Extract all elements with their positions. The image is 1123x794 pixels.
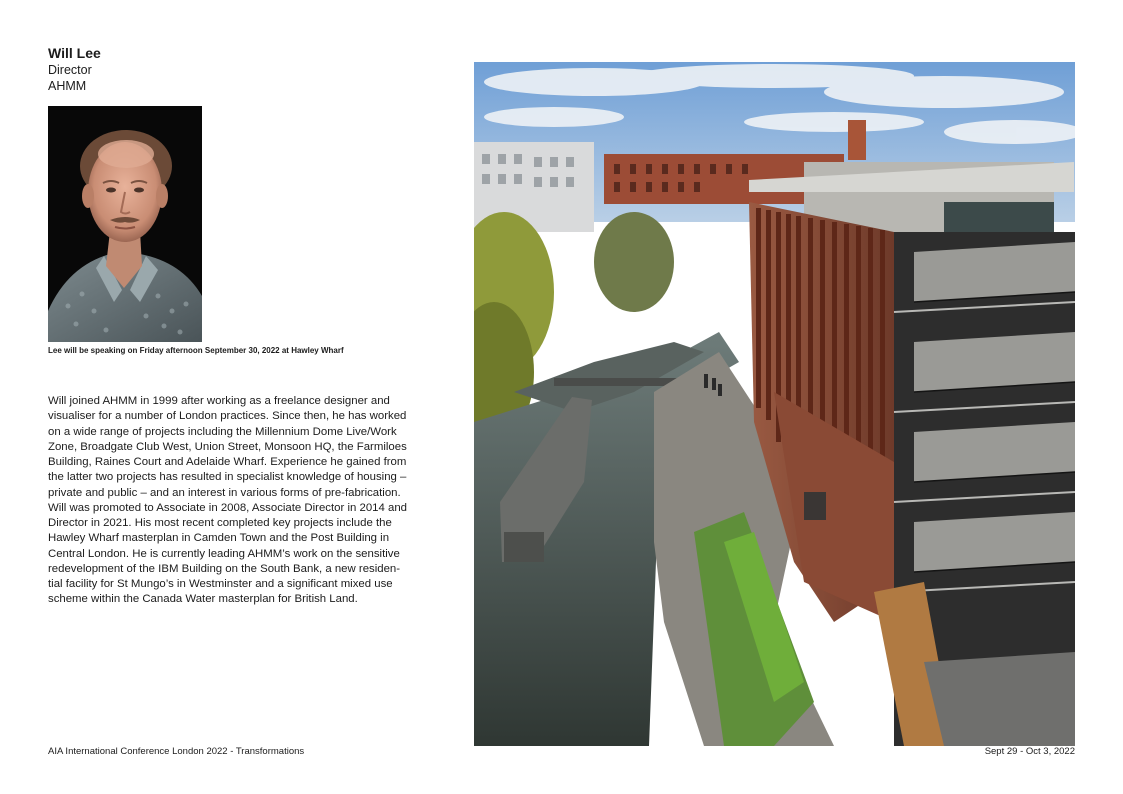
bio-line: the latter two projects has resulted in specialist knowledge of housing – bbox=[48, 471, 407, 484]
bio-line: tial facility for St Mungo’s in Westminster and a significant mixed use bbox=[48, 578, 393, 590]
bio-line: Central London. He is currently leading AHMM’s work on the sensitive bbox=[48, 547, 400, 560]
speaker-bio bbox=[48, 394, 456, 608]
footer-conference-title: AIA International Conference London 2022 - Transformations bbox=[48, 746, 305, 757]
bio-line: Will was promoted to Associate in 2008, Associate Director in 2014 and bbox=[48, 501, 407, 514]
portrait-illustration bbox=[48, 106, 202, 342]
speaker-portrait bbox=[48, 106, 202, 342]
bio-line: visualiser for a number of London practices. Since then, he has worked bbox=[48, 410, 407, 423]
bio-line: Zone, Broadgate Club West, Union Street, Monsoon HQ, the Farmiloes bbox=[48, 440, 407, 453]
hawley-wharf-photo bbox=[474, 62, 1075, 746]
speaker-name: Will Lee bbox=[48, 45, 101, 61]
bio-line: scheme within the Canada Water masterplan for British Land. bbox=[48, 593, 358, 606]
bio-line: Will joined AHMM in 1999 after working as a freelance designer and bbox=[48, 395, 390, 407]
bio-line: Director in 2021. His most recent completed key projects include the bbox=[48, 517, 392, 529]
bio-line: redevelopment of the IBM Building on the South Bank, a new residen- bbox=[48, 562, 401, 575]
bio-line: on a wide range of projects including the Millennium Dome Live/Work bbox=[48, 425, 397, 438]
bio-line: private and public – and an interest in various forms of pre-fabrication. bbox=[48, 486, 401, 499]
bio-line: Building, Raines Court and Adelaide Wharf. Experience he gained from bbox=[48, 456, 407, 468]
speaker-role: Director bbox=[48, 63, 92, 77]
footer-dates: Sept 29 - Oct 3, 2022 bbox=[984, 746, 1075, 757]
bio-line: Hawley Wharf masterplan in Camden Town and the Post Building in bbox=[48, 532, 390, 545]
hawley-wharf-illustration bbox=[474, 62, 1075, 746]
speaking-caption: Lee will be speaking on Friday afternoon September 30, 2022 at Hawley Wharf bbox=[48, 346, 344, 355]
speaker-organization: AHMM bbox=[48, 79, 87, 93]
